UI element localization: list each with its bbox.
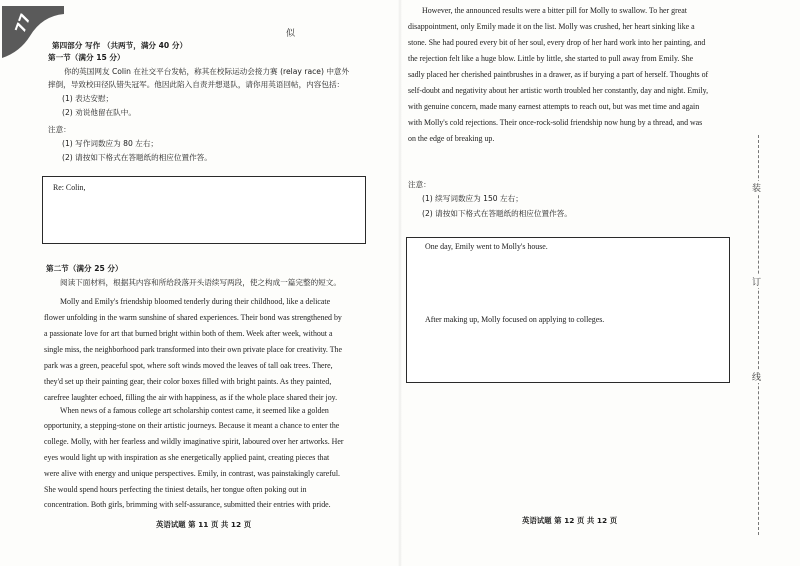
story-line: She would spend hours perfecting the tiniest details, her tongue often poking out in bbox=[44, 485, 307, 494]
part2-instruction: 阅读下面材料，根据其内容和所给段落开头语续写两段，使之构成一篇完整的短文。 bbox=[60, 278, 341, 287]
para2-start: After making up, Molly focused on applying to colleges. bbox=[425, 315, 605, 324]
binding-line bbox=[758, 135, 759, 535]
story-line: However, the announced results were a bitter pill for Molly to swallow. To her great bbox=[422, 6, 687, 15]
top-handwritten-mark: 似 bbox=[286, 29, 296, 39]
story-line: park was a green, peaceful spot, where soft winds moved the leaves of tall oak trees. There, bbox=[44, 361, 333, 370]
notes-label: 注意： bbox=[48, 125, 71, 134]
story-line: with Molly's cold rejections. Their once-rock-solid friendship now hung by a thread, and was bbox=[408, 118, 703, 127]
story-line: the rejection felt like a huge blow. Little by little, she started to pull away from Emily. She bbox=[408, 54, 694, 63]
prompt-line: 摔倒，导致校田径队错失冠军。他因此陷入自责并想退队，请你用英语回帖，内容包括： bbox=[48, 80, 345, 89]
story-line: college. Molly, with her fearless and wildly imaginative spirit, laboured over her artworks. Her bbox=[44, 437, 344, 446]
binding-char-ding: 订 bbox=[752, 275, 761, 288]
story-line: single miss, the neighborhood park transformed into their own private place for creativity. The bbox=[44, 345, 343, 354]
answer-box-start: Re: Colin, bbox=[53, 183, 86, 192]
story-line: on the edge of breaking up. bbox=[408, 134, 495, 143]
story-line: with genuine concern, made many earnest attempts to reach out, but was met time and again bbox=[408, 102, 700, 111]
story-line: concentration. Both girls, brimming with self-assurance, submitted their entries with pride. bbox=[44, 500, 331, 509]
story-line: they'd set up their painting gear, their color boxes filled with bright paints. As they painted, bbox=[44, 377, 332, 386]
story-line: eyes would light up with inspiration as she energetically applied paint, creating pieces that bbox=[44, 453, 330, 462]
story-line: sadly placed her cherished paintbrushes in a drawer, as if burying a part of herself. Thoughts of bbox=[408, 70, 709, 79]
prompt-line: (1) 表达安慰； bbox=[62, 94, 114, 103]
note-item: (2) 请按如下格式在答题纸的相应位置作答。 bbox=[62, 153, 212, 162]
story-line: stone. She had poured every bit of her soul, every drop of her hard work into her painting, and bbox=[408, 38, 706, 47]
page-footer: 英语试题 第 11 页 共 12 页 bbox=[156, 520, 252, 529]
prompt-line: (2) 劝说他留在队中。 bbox=[62, 108, 136, 117]
story-line: self-doubt and negativity about her artistic worth troubled her constantly, day and night. Emily, bbox=[408, 86, 709, 95]
page-footer: 英语试题 第 12 页 共 12 页 bbox=[522, 516, 618, 525]
prompt-line: 你的英国网友 Colin 在社交平台发帖，称其在校际运动会接力赛 (relay race) 中意外 bbox=[64, 67, 350, 76]
part2-heading: 第二节（满分 25 分） bbox=[46, 264, 123, 273]
notes-label: 注意： bbox=[408, 180, 431, 189]
note-item: (1) 续写词数应为 150 左右； bbox=[422, 194, 523, 203]
story-line: disappointment, only Emily made it on the list. Molly was crushed, her heart sinking like a bbox=[408, 22, 695, 31]
story-line: When news of a famous college art scholarship contest came, it seemed like a golden bbox=[60, 406, 329, 415]
badge-number: 77 bbox=[12, 11, 35, 36]
note-item: (2) 请按如下格式在答题纸的相应位置作答。 bbox=[422, 209, 572, 218]
note-item: (1) 写作词数应为 80 左右； bbox=[62, 139, 159, 148]
answer-box-continuation bbox=[406, 237, 730, 383]
binding-char-xian: 线 bbox=[752, 370, 761, 383]
section-title: 第四部分 写作 （共两节，满分 40 分） bbox=[52, 41, 188, 50]
story-line: flower unfolding in the warm sunshine of shared experiences. Their bond was strengthened by bbox=[44, 313, 342, 322]
story-line: opportunity, a stepping-stone on their artistic journeys. Because it meant a chance to enter the bbox=[44, 421, 340, 430]
answer-box-letter bbox=[42, 176, 366, 244]
binding-char-zhuang: 装 bbox=[752, 181, 761, 194]
story-line: Molly and Emily's friendship bloomed tenderly during their childhood, like a delicate bbox=[60, 297, 331, 306]
story-line: were alive with energy and unique perspectives. Emily, in contrast, was painstakingly careful. bbox=[44, 469, 341, 478]
story-line: carefree laughter echoed, filling the air with happiness, as if the whole place shared their joy. bbox=[44, 393, 338, 402]
para1-start: One day, Emily went to Molly's house. bbox=[425, 242, 548, 251]
story-line: a passionate love for art that burned bright within both of them. Week after week, without a bbox=[44, 329, 333, 338]
exam-page-12 bbox=[400, 0, 800, 566]
part1-heading: 第一节（满分 15 分） bbox=[48, 53, 125, 62]
